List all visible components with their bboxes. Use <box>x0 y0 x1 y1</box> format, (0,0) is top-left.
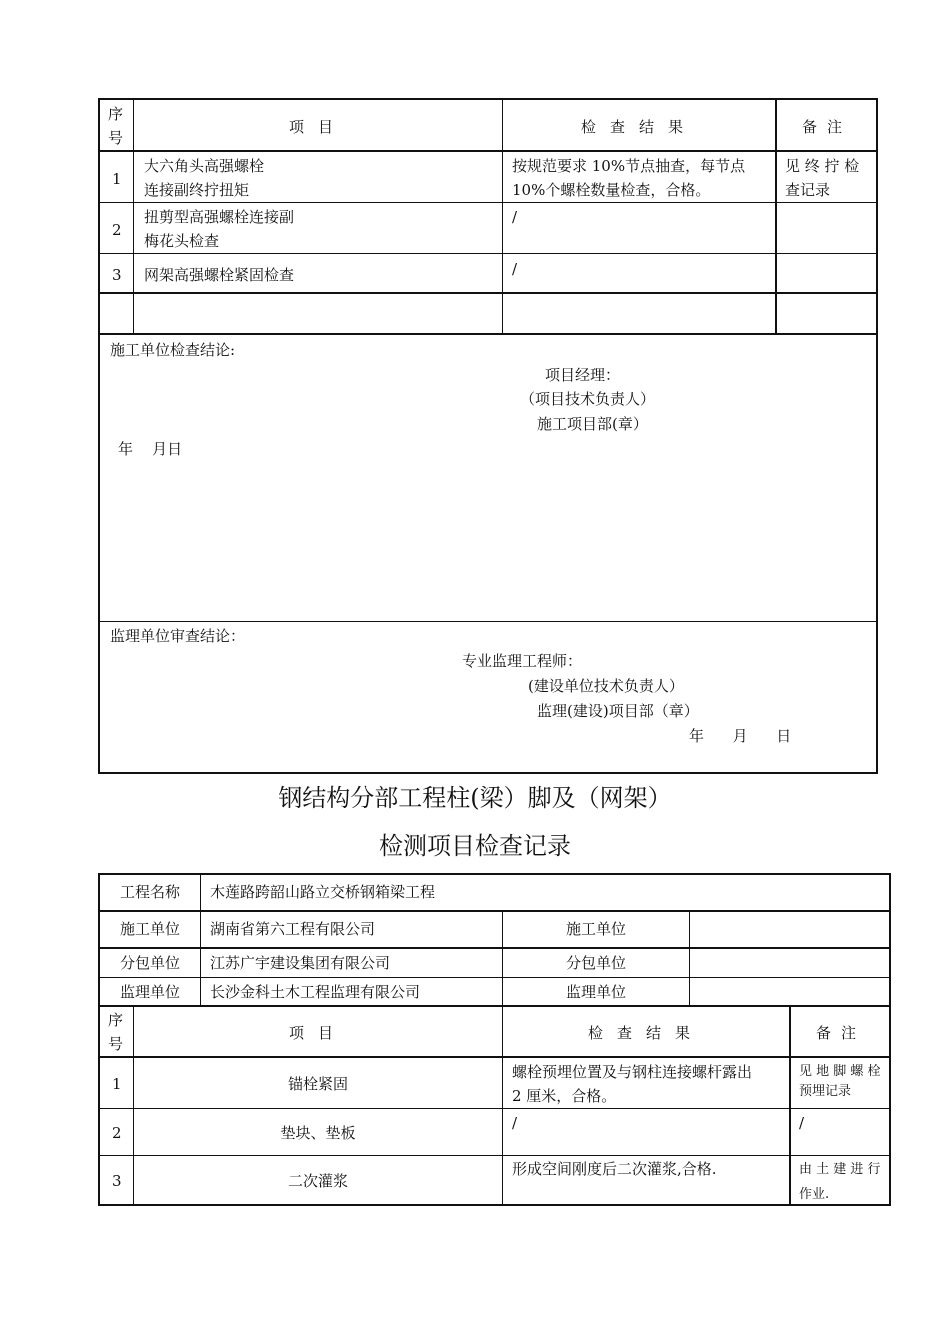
header-seq-1: 序 <box>108 105 124 123</box>
construction-dept-seal: 施工项目部(章） <box>537 415 648 433</box>
unit-row1-label2: 施工单位 <box>565 920 626 938</box>
supervision-engineer: 专业监理工程师： <box>462 652 583 670</box>
row2-1-result-l1: 螺栓预埋位置及与钢柱连接螺杆露出 <box>512 1063 753 1081</box>
document-title-line2: 检测项目检查记录 <box>379 832 571 860</box>
row1-remark-l2: 查记录 <box>785 181 831 199</box>
row3-result: / <box>512 260 518 278</box>
row1-remark-l1: 见 终 拧 检 <box>785 157 860 175</box>
row2-2-item: 垫块、垫板 <box>280 1124 356 1142</box>
supervision-tech-lead: (建设单位技术负责人） <box>528 677 684 695</box>
header2-seq-1: 序 <box>108 1011 124 1029</box>
row2-2-result: / <box>512 1114 518 1132</box>
row2-3-remark-l1: 由 土 建 进 行 <box>799 1162 881 1177</box>
row2-2-seq: 2 <box>112 1124 122 1142</box>
supervision-conclusion-label: 监理单位审查结论： <box>110 627 246 645</box>
row2-item-l1: 扭剪型高强螺栓连接副 <box>144 208 295 226</box>
unit-row3-value: 长沙金科土木工程监理有限公司 <box>210 983 421 1001</box>
row3-item: 网架高强螺栓紧固检查 <box>144 266 295 284</box>
row2-1-seq: 1 <box>112 1075 122 1093</box>
construction-conclusion-label: 施工单位检查结论: <box>110 341 236 359</box>
row2-3-remark-l2: 作业. <box>799 1187 830 1202</box>
project-name-value: 木莲路跨韶山路立交桥钢箱梁工程 <box>210 883 436 901</box>
row2-result: / <box>512 208 518 226</box>
header-item: 项目 <box>288 118 347 136</box>
row1-seq: 1 <box>112 170 122 188</box>
header-seq-2: 号 <box>108 129 124 147</box>
row2-item-l2: 梅花头检查 <box>144 232 220 250</box>
row1-item-l1: 大六角头高强螺栓 <box>144 157 265 175</box>
row2-1-remark-l2: 预埋记录 <box>799 1084 852 1099</box>
row1-result-l2: 10%个螺栓数量检查，合格。 <box>512 181 711 199</box>
unit-row1-value: 湖南省第六工程有限公司 <box>210 920 376 938</box>
header2-seq-2: 号 <box>108 1035 124 1053</box>
unit-row2-value: 江苏广宇建设集团有限公司 <box>210 954 391 972</box>
unit-row2-label: 分包单位 <box>119 954 180 972</box>
unit-row1-label: 施工单位 <box>119 920 180 938</box>
construction-date: 年 月日 <box>118 440 183 458</box>
header2-remark: 备注 <box>815 1024 866 1042</box>
row2-1-remark-l1: 见 地 脚 螺 栓 <box>799 1064 881 1079</box>
row2-3-seq: 3 <box>112 1172 122 1190</box>
construction-manager: 项目经理： <box>545 366 621 384</box>
unit-row2-label2: 分包单位 <box>565 954 626 972</box>
row2-1-result-l2: 2 厘米，合格。 <box>512 1087 617 1105</box>
row3-seq: 3 <box>112 266 122 284</box>
construction-tech-lead: （项目技术负责人） <box>520 390 656 408</box>
row1-item-l2: 连接副终拧扭矩 <box>144 181 250 199</box>
row2-1-item: 锚栓紧固 <box>287 1075 348 1093</box>
unit-row3-label2: 监理单位 <box>565 983 626 1001</box>
row2-2-remark: / <box>799 1114 805 1132</box>
header-result: 检查结果 <box>580 118 697 136</box>
header2-result: 检查结果 <box>587 1024 704 1042</box>
row2-3-result: 形成空间刚度后二次灌浆,合格. <box>512 1160 717 1178</box>
document-title-line1: 钢结构分部工程柱(梁）脚及（网架） <box>278 784 672 812</box>
row1-result-l1: 按规范要求 10%节点抽查，每节点 <box>512 157 746 175</box>
header2-item: 项目 <box>288 1024 347 1042</box>
supervision-date: 年 月 日 <box>689 727 792 745</box>
unit-row3-label: 监理单位 <box>119 983 180 1001</box>
supervision-dept-seal: 监理(建设)项目部（章） <box>537 702 699 720</box>
row2-seq: 2 <box>112 221 122 239</box>
project-name-label: 工程名称 <box>119 883 180 901</box>
header-remark: 备注 <box>801 118 852 136</box>
row2-3-item: 二次灌浆 <box>287 1172 348 1190</box>
